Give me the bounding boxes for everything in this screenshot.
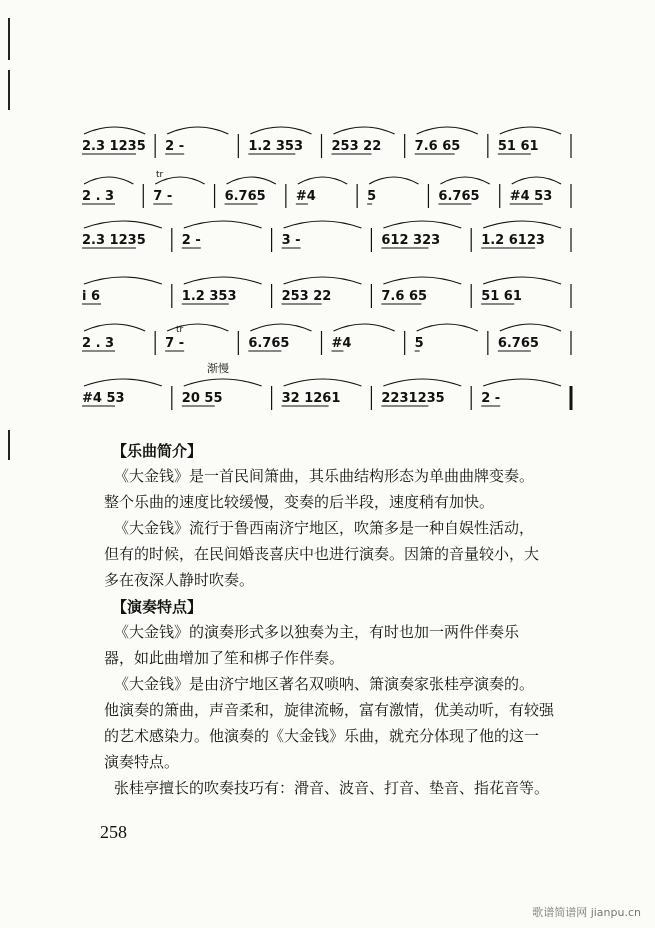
slur bbox=[369, 177, 418, 184]
slur bbox=[440, 177, 489, 184]
text-line: 整个乐曲的速度比较缓慢，变奏的后半段，速度稍有加快。 bbox=[104, 493, 495, 511]
score-bar-notes: 6.765 bbox=[224, 189, 266, 204]
score-bar-notes: 5 bbox=[414, 336, 424, 351]
section-title-performance: 【演奏特点】 bbox=[112, 598, 203, 616]
paragraph bbox=[104, 619, 592, 671]
tempo-mark: 渐慢 bbox=[207, 362, 229, 375]
slur bbox=[483, 277, 561, 284]
score-bar-notes: 51 61 bbox=[497, 139, 539, 154]
score-bar-notes: 1.2 353 bbox=[181, 289, 237, 304]
slur bbox=[512, 177, 561, 184]
slur bbox=[483, 221, 561, 228]
score-bar-notes: 7.6 65 bbox=[381, 289, 428, 304]
section-title-intro: 【乐曲简介】 bbox=[112, 442, 203, 460]
score-bar-notes: 2.3 1235 bbox=[82, 139, 146, 154]
score-bar-notes: 6.765 bbox=[248, 336, 290, 351]
slur bbox=[383, 221, 461, 228]
slur bbox=[250, 324, 311, 331]
slur bbox=[500, 324, 561, 331]
paragraph bbox=[104, 671, 592, 775]
text-line: 但有的时候，在民间婚丧喜庆中也进行演奏。因箫的音量较小，大 bbox=[104, 545, 540, 563]
score-bar-notes: 612 323 bbox=[381, 233, 441, 248]
trill-mark: tr bbox=[176, 325, 184, 335]
binder-mark bbox=[8, 430, 10, 460]
score-bar-notes: 6.765 bbox=[438, 189, 480, 204]
score-bar-notes: 51 61 bbox=[481, 289, 522, 304]
paragraph bbox=[104, 515, 592, 593]
slur bbox=[184, 379, 262, 386]
text-line: 器，如此曲增加了笙和梆子作伴奏。 bbox=[104, 649, 345, 667]
slur bbox=[284, 379, 362, 386]
score-bar-notes: 7 - bbox=[153, 189, 173, 204]
text-line: 《大金钱》是一首民间箫曲，其乐曲结构形态为单曲曲牌变奏。 bbox=[114, 467, 535, 485]
slur bbox=[84, 324, 145, 331]
slur bbox=[383, 277, 461, 284]
score-bar-notes: 7.6 65 bbox=[414, 139, 461, 154]
score-bar-notes: 2.3 1235 bbox=[82, 233, 146, 248]
trill-mark: tr bbox=[156, 170, 164, 180]
text-line: 张桂亭擅长的吹奏技巧有：滑音、波音、打音、垫音、指花音等。 bbox=[114, 779, 550, 797]
score-bar-notes: 7 - bbox=[165, 336, 185, 351]
score-bar-notes: 2 - bbox=[165, 139, 185, 154]
slur bbox=[417, 127, 478, 134]
score-bar-notes: 1.2 353 bbox=[248, 139, 304, 154]
score-bar-notes: 253 22 bbox=[281, 289, 332, 304]
text-line: 演奏特点。 bbox=[104, 753, 180, 771]
watermark-text: 歌谱简谱网 jianpu.cn bbox=[532, 906, 641, 919]
paragraph bbox=[104, 463, 592, 515]
page-number: 258 bbox=[100, 822, 127, 842]
score-bar-notes: 5 bbox=[367, 189, 377, 204]
slur bbox=[334, 324, 395, 331]
score-bar-notes: #4 53 bbox=[509, 189, 553, 204]
slur bbox=[500, 127, 561, 134]
slur bbox=[184, 277, 262, 284]
score-bar-notes: 20 55 bbox=[181, 391, 223, 406]
score-bar-notes: 2 - bbox=[181, 233, 201, 248]
slur bbox=[84, 221, 162, 228]
text-line: 《大金钱》是由济宁地区著名双唢呐、箫演奏家张桂亭演奏的。 bbox=[114, 675, 535, 693]
slur bbox=[84, 379, 162, 386]
score-bar-notes: 6.765 bbox=[497, 336, 539, 351]
slur bbox=[250, 127, 311, 134]
score-bar-notes: #4 bbox=[331, 336, 352, 351]
slur bbox=[84, 127, 145, 134]
text-line: 的艺术感染力。他演奏的《大金钱》乐曲，就充分体现了他的这一 bbox=[104, 727, 540, 745]
slur bbox=[84, 177, 133, 184]
score-bar-notes: 2 . 3 bbox=[82, 336, 115, 351]
text-line: 《大金钱》流行于鲁西南济宁地区，吹箫多是一种自娱性活动， bbox=[114, 519, 535, 537]
notes-layer bbox=[82, 139, 552, 406]
score-bar-notes: 253 22 bbox=[331, 139, 382, 154]
slur bbox=[483, 379, 561, 386]
slur bbox=[284, 221, 362, 228]
slur bbox=[417, 324, 478, 331]
score-bar-notes: i 6 bbox=[82, 289, 101, 304]
score-bar-notes: 2231235 bbox=[381, 391, 445, 406]
score-bar-notes: 32 1261 bbox=[281, 391, 341, 406]
text-line: 他演奏的箫曲，声音柔和，旋律流畅，富有激情，优美动听，有较强 bbox=[104, 701, 555, 719]
score-bar-notes: 1.2 6123 bbox=[481, 233, 545, 248]
slur bbox=[184, 221, 262, 228]
slur bbox=[334, 127, 395, 134]
score-bar-notes: #4 bbox=[295, 189, 316, 204]
paragraph bbox=[112, 775, 592, 801]
score-bar-notes: #4 53 bbox=[82, 391, 125, 406]
slur bbox=[227, 177, 276, 184]
slur bbox=[84, 277, 162, 284]
score-bar-notes: 3 - bbox=[281, 233, 301, 248]
score-bar-notes: 2 - bbox=[481, 391, 501, 406]
slur bbox=[383, 379, 461, 386]
score-bar-notes: 2 . 3 bbox=[82, 189, 115, 204]
slur bbox=[298, 177, 347, 184]
music-score bbox=[0, 0, 655, 430]
text-line: 多在夜深人静时吹奏。 bbox=[104, 571, 255, 589]
slur bbox=[284, 277, 362, 284]
text-line: 《大金钱》的演奏形式多以独奏为主，有时也加一两件伴奏乐 bbox=[114, 623, 520, 641]
slur bbox=[167, 127, 228, 134]
